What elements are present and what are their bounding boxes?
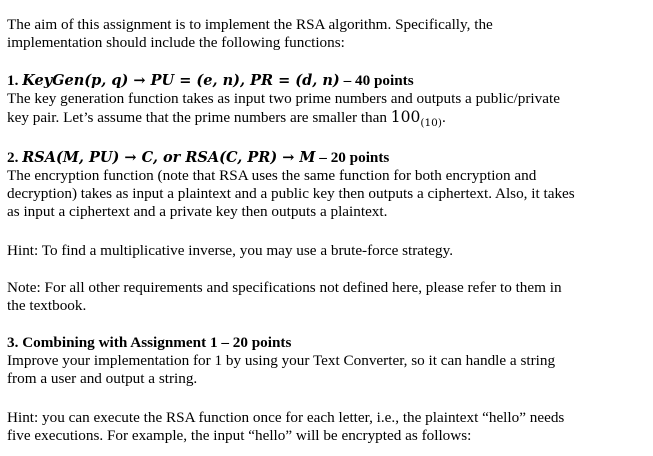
section-1-line-2 xyxy=(7,108,647,132)
intro-line-1: The aim of this assignment is to implement the RSA algorithm. Specifically, the xyxy=(7,16,493,33)
intro-paragraph xyxy=(7,16,647,52)
section-3-heading: 3. Combining with Assignment 1 – 20 points xyxy=(7,334,292,351)
intro-line-2: implementation should include the following functions: xyxy=(7,34,345,51)
section-2-line-1: The encryption function (note that RSA uses the same function for both encryption and xyxy=(7,167,537,184)
hint-1-text: Hint: To find a multiplicative inverse, you may use a brute-force strategy. xyxy=(7,242,453,259)
section-1-number: 1. xyxy=(7,72,23,89)
section-1-line-2-end: . xyxy=(441,109,446,126)
hint-2 xyxy=(7,409,647,445)
keygen-formula: KeyGen(p, q) → PU = (e, n), PR = (d, n) xyxy=(22,72,340,89)
prime-limit-base: (10) xyxy=(420,117,442,129)
section-1-line-1: The key generation function takes as input two prime numbers and outputs a public/private xyxy=(7,90,560,107)
section-2-line-2: decryption) takes as input a plaintext and a public key then outputs a ciphertext. Also, it takes xyxy=(7,185,575,202)
section-2-heading xyxy=(7,149,647,167)
hint-2-line-2: five executions. For example, the input “hello” will be encrypted as follows: xyxy=(7,427,472,444)
hint-1 xyxy=(7,242,647,260)
section-2-line-3: as input a ciphertext and a private key then outputs a plaintext. xyxy=(7,203,388,220)
section-2-points: – 20 points xyxy=(315,149,390,166)
section-1 xyxy=(7,72,647,132)
hint-2-line-1: Hint: you can execute the RSA function once for each letter, i.e., the plaintext “hello” needs xyxy=(7,409,565,426)
section-3-line-2: from a user and output a string. xyxy=(7,370,198,387)
section-3 xyxy=(7,334,647,388)
section-2-number: 2. xyxy=(7,149,23,166)
prime-limit-value: 100 xyxy=(390,108,421,126)
section-1-heading xyxy=(7,72,647,90)
note-line-2: the textbook. xyxy=(7,297,87,314)
note-paragraph xyxy=(7,279,647,315)
note-line-1: Note: For all other requirements and specifications not defined here, please refer to them in xyxy=(7,279,562,296)
rsa-formula: RSA(M, PU) → C, or RSA(C, PR) → M xyxy=(22,149,316,166)
section-1-points: – 40 points xyxy=(339,72,414,89)
section-1-line-2-text: key pair. Let’s assume that the prime numbers are smaller than xyxy=(7,109,391,126)
section-2 xyxy=(7,149,647,221)
section-3-line-1: Improve your implementation for 1 by using your Text Converter, so it can handle a string xyxy=(7,352,556,369)
